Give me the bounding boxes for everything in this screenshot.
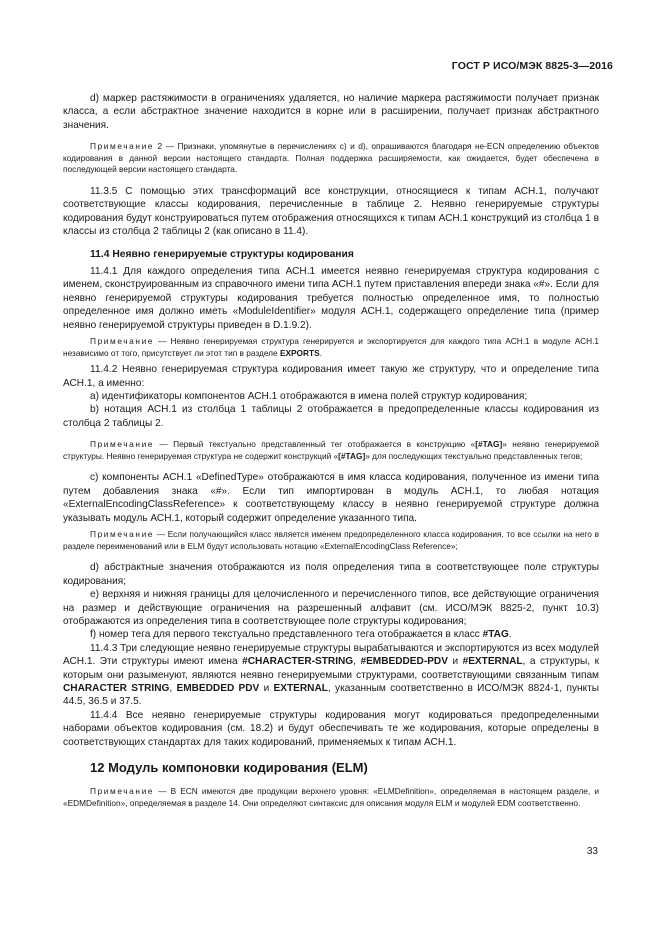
note-exports (63, 336, 599, 359)
type-name-external: EXTERNAL (273, 682, 328, 694)
note-text-middle: » неявно генерируемой структуры. Неявно генерируемая структура не содержит конструкций « (63, 439, 599, 461)
paragraph-11-4-3 (63, 642, 599, 709)
note-text: — Неявно генерируемая структура генерируется и экспортируется для каждого типа АСН.1 в модуле АСН.1 независимо от того, присутствует ли этот тип в разделе (63, 336, 599, 358)
list-item-b: b) нотация АСН.1 из столбца 1 таблицы 2 отображается в предопределенные классы кодирования из столбца 2 таблицы 2. (63, 404, 599, 429)
note-text: — Если получающийся класс является именем предопределенного класса кодирования, то все ссылки на него в разделе переименований или в ELM будут использовать нотацию «ExternalEncodingClass Reference»; (63, 529, 599, 551)
note-2 (63, 141, 599, 176)
p1143-sep-4: и (259, 682, 274, 694)
note-label: Примечание (90, 141, 155, 152)
note-ecn-productions (63, 786, 599, 809)
tag-keyword: [#TAG] (475, 439, 503, 450)
tag-keyword: [#TAG] (338, 450, 366, 461)
structure-name-external: #EXTERNAL (462, 656, 523, 668)
list-item-c: с) компоненты АСН.1 «DefinedType» отображаются в имя класса кодирования, полученное из имени типа путем добавления знака «#». Если тип импортирован в модуль АСН.1, то любая нотация «ExternalEncodingClassReference» к соответствующему классу в неявно генерируемой структуре должна указывать модуль АСН.1, который содержит определение указанного типа. (63, 472, 599, 524)
p1143-text-1: 11.4.3 Три следующие неявно генерируемые структуры вырабатываются и экспортируются из всех модулей АСН.1. Эти структуры имеют имена (63, 642, 599, 668)
note-text-end: . (319, 347, 322, 358)
paragraph-11-3-5: 11.3.5 С помощью этих трансформаций все конструкции, относящиеся к типам АСН.1, получают соответствующие классы кодирования, перечисленные в таблице 2. Неявно генерируемые структуры кодирования будут конструироваться путем отображения относящихся к типам АСН.1 конструкций из столбца 1 в классы из столбца 2 таблицы 2 (как описано в 11.4). (63, 186, 599, 238)
type-name-character-string: CHARACTER STRING (63, 682, 170, 694)
exports-keyword: EXPORTS (279, 347, 320, 358)
note-text-end: » для последующих текстуально представленных тегов; (365, 450, 583, 461)
paragraph-11-4-4: 11.4.4 Все неявно генерируемые структуры кодирования могут кодироваться предопределенными наборами объектов кодирования (см. 18.2) и будут обеспечивать те же кодирования, которые определены в соответствующих стандартах для таких кодирований, применяемых к типам АСН.1. (63, 709, 599, 748)
note-text: — В ECN имеются две продукции верхнего уровня: «ELMDefinition», определяемая в настоящем разделе, и «EDMDefinition», определяемая в разделе 14. Они определяют синтаксис для описания модуля ELM и модулей EDM соответственно. (63, 786, 599, 808)
note-text: — Признаки, упомянутые в перечислениях с) и d), опрашиваются благодаря не-ECN определению объектов кодирования в данной версии настоящего стандарта. Полная поддержка расширяемости, как ожидается, будет обеспечена в последующей версии настоящего стандарта. (63, 141, 600, 175)
page-number: 33 (586, 846, 598, 857)
p1143-sep-2: и (447, 656, 463, 668)
note-label: Примечание (90, 786, 155, 797)
p1143-sep-1: , (353, 656, 361, 668)
note-tag (63, 439, 599, 462)
note-label: Примечание (90, 529, 155, 540)
tag-class: #TAG (482, 629, 509, 641)
list-item-f (63, 628, 599, 641)
note-label: Примечание (90, 336, 155, 347)
structure-name-embedded-pdv: #EMBEDDED-PDV (360, 656, 448, 668)
list-item-e: е) верхняя и нижняя границы для целочисленного и перечисленного типов, все действующие ограничения на размер и действующие ограничения на разрешенный алфавит (см. ИСО/МЭК 8825-2, пункт 10.3) отображаются из определения типа в соответствующее поле структуры кодирования; (63, 589, 599, 627)
paragraph-item-d: d) маркер растяжимости в ограничениях удаляется, но наличие маркера растяжимости получает признак класса, а если абстрактное значение находится в корне или в расширении, получает признак абстрактного значения. (63, 93, 599, 131)
list-item-f-text: f) номер тега для первого текстуально представленного тега отображается в класс (90, 629, 483, 641)
paragraph-11-4-1: 11.4.1 Для каждого определения типа АСН.1 имеется неявно генерируемая структура кодирования с именем, сконструированным из справочного имени типа АСН.1 путем приставления впереди знака «#». Если для неявно генерируемой структуры кодирования требуется полностью определенное имя, то полностью определенное имя должно иметь «ModuleIdentifier» модуля АСН.1, содержащего определение типа (пример неявно генерируемой структуры приведен в D.1.9.2). (63, 266, 599, 331)
type-name-embedded-pdv: EMBEDDED PDV (176, 682, 260, 694)
list-item-a: а) идентификаторы компонентов АСН.1 отображаются в имена полей структур кодирования; (90, 391, 528, 403)
document-body (63, 92, 599, 810)
note-text: — Первый текстуально представленный тег отображается в конструкцию « (154, 439, 476, 450)
section-heading-11-4: 11.4 Неявно генерируемые структуры кодирования (90, 248, 354, 260)
note-external-class (63, 529, 599, 552)
p1143-text-3: , указанным соответственно в ИСО/МЭК 8824-1, пункты 44.5, 36.5 и 37.5. (63, 682, 599, 708)
document-header: ГОСТ Р ИСО/МЭК 8825-3—2016 (451, 60, 613, 72)
structure-name-character-string: #CHARACTER-STRING (242, 656, 354, 668)
list-item-d: d) абстрактные значения отображаются из поля определения типа в соответствующее поле структуры кодирования; (63, 562, 599, 587)
p1143-sep-3: , (169, 682, 177, 694)
note-number: 2 (157, 141, 163, 152)
list-item-f-end: . (508, 629, 512, 641)
note-label: Примечание (90, 439, 155, 450)
section-heading-12: 12 Модуль компоновки кодирования (ELM) (90, 759, 368, 775)
p1143-text-2: , а структуры, к которым они разыменуют, являются неявно генерируемыми структурами, соответствующими связанным типам (63, 656, 599, 681)
paragraph-11-4-2: 11.4.2 Неявно генерируемая структура кодирования имеет такую же структуру, что и определение типа АСН.1, а именно: (63, 364, 599, 389)
